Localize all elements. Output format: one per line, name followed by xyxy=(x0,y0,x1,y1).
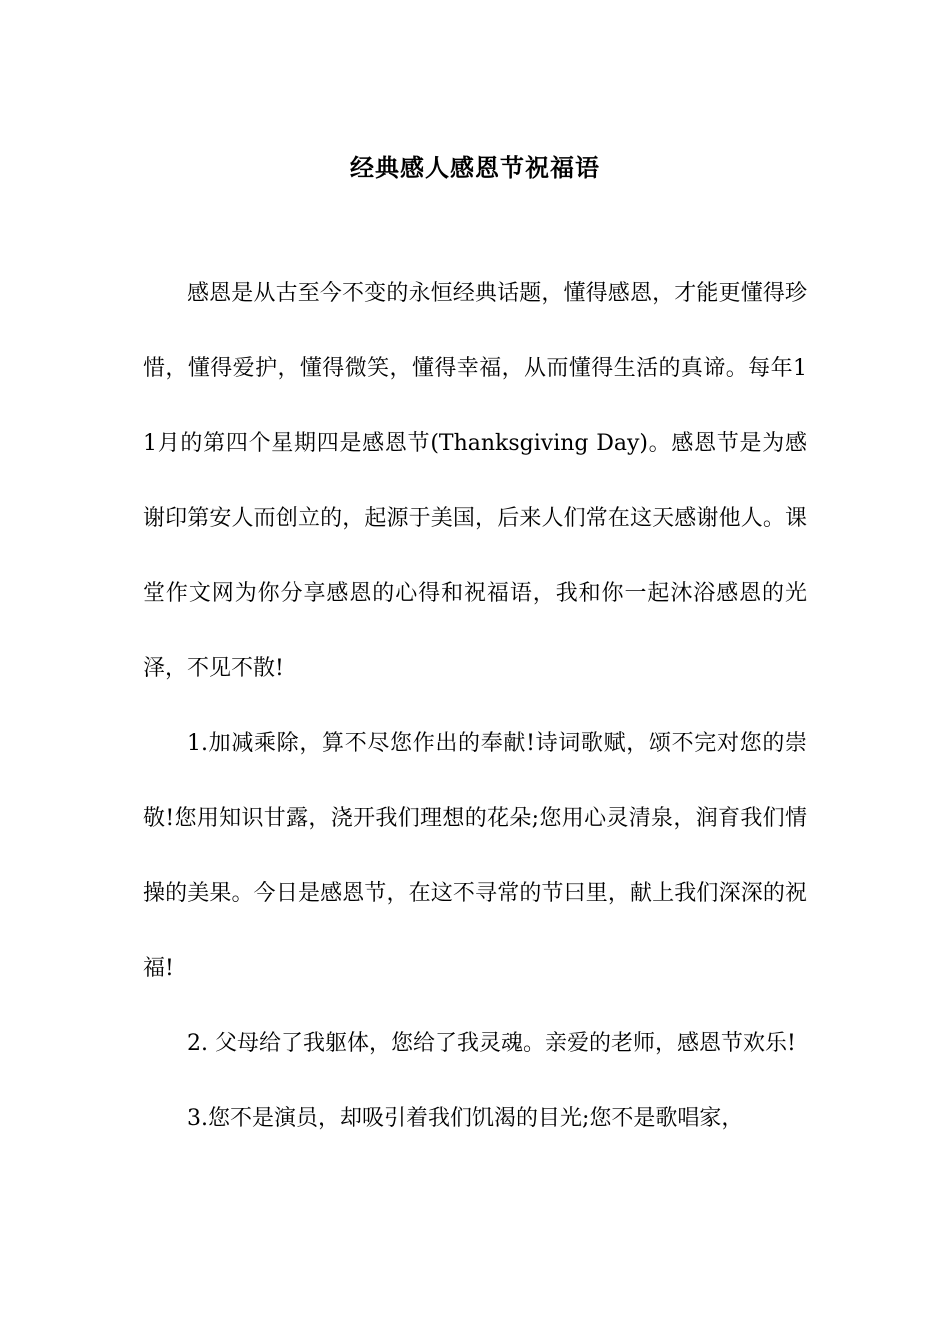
document-body xyxy=(143,256,807,1156)
wish-item-1: 1.加减乘除，算不尽您作出的奉献!诗词歌赋，颂不完对您的崇敬!您用知识甘露，浇开我们理想的花朵;您用心灵清泉，润育我们情操的美果。今日是感恩节，在这不寻常的节曰里，献上我们深深的祝福! xyxy=(143,731,807,981)
intro-paragraph: 感恩是从古至今不变的永恒经典话题，懂得感恩，才能更懂得珍惜，懂得爱护，懂得微笑，懂得幸福，从而懂得生活的真谛。每年11月的第四个星期四是感恩节(Thanksgiving Day)。感恩节是为感谢印第安人而创立的，起源于美国，后来人们常在这天感谢他人。课堂作文网为你分享感恩的心得和祝福语，我和你一起沐浴感恩的光泽，不见不散! xyxy=(143,281,807,681)
wish-item-2: 2. 父母给了我躯体，您给了我灵魂。亲爱的老师，感恩节欢乐! xyxy=(187,1031,796,1056)
wish-item-3: 3.您不是演员，却吸引着我们饥渴的目光;您不是歌唱家， xyxy=(187,1106,744,1131)
document-title: 经典感人感恩节祝福语 xyxy=(350,153,600,183)
